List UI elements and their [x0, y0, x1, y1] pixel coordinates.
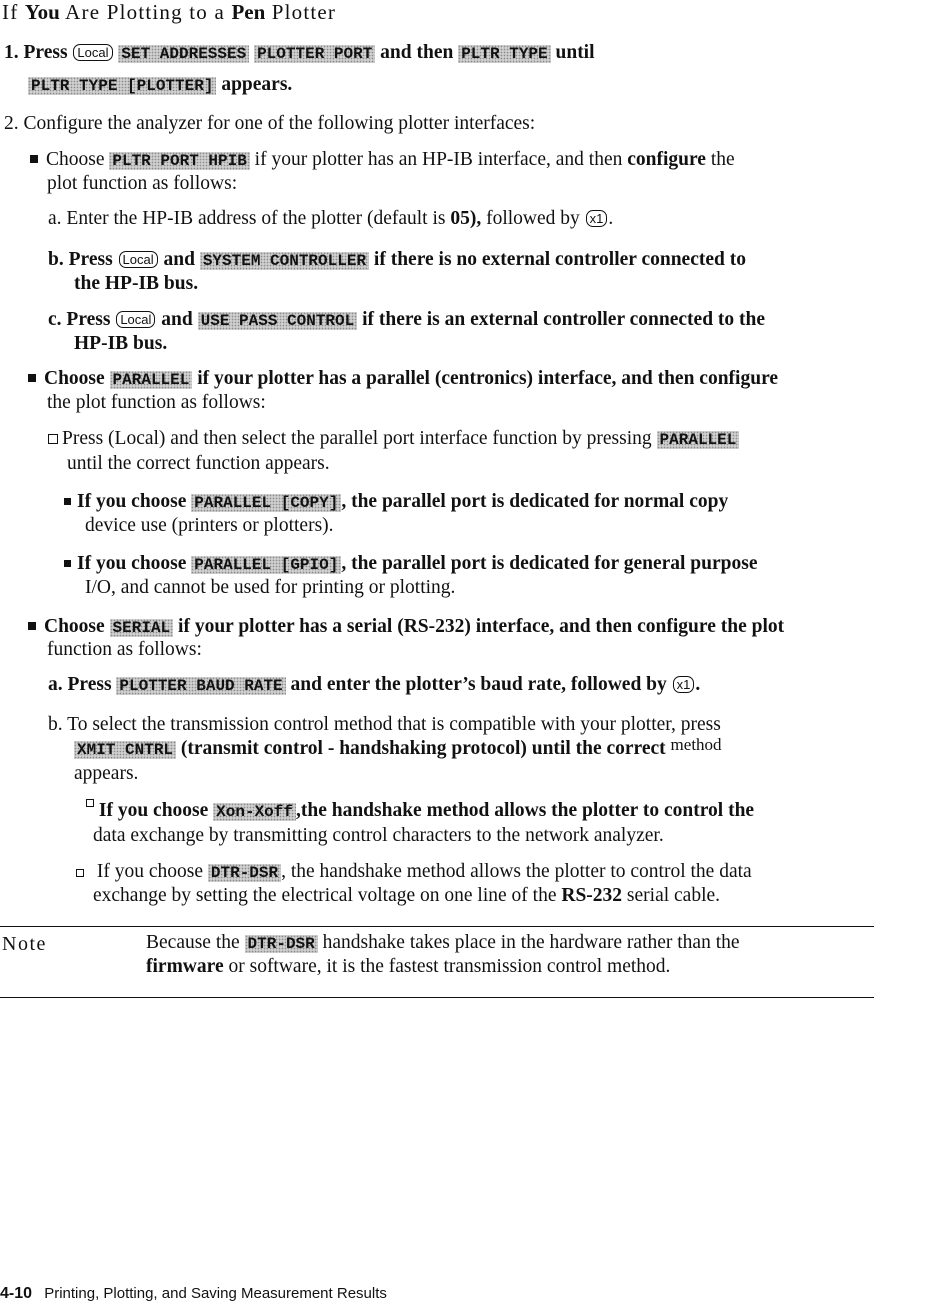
parallel-option-line-1: Choose PARALLEL if your plotter has a parallel (centronics) interface, and then configure — [28, 367, 778, 392]
pltr-port-hpib-softkey[interactable]: PLTR PORT HPIB — [109, 152, 249, 170]
bullet-icon — [28, 374, 36, 382]
parallel-gpio-line-2: I/O, and cannot be used for printing or plotting. — [85, 577, 456, 598]
note-text-line-1: Because the DTR-DSR handshake takes place in the hardware rather than the — [146, 932, 740, 953]
serial-step-b-line-1: b. To select the transmission control method that is compatible with your plotter, press — [48, 714, 721, 735]
step-1-line-1: 1. Press Local SET ADDRESSES PLOTTER PORT and then PLTR TYPE until — [4, 42, 595, 63]
xon-xoff-line-1: If you choose Xon-Xoff ,the handshake method allows the plotter to control the — [86, 799, 754, 824]
parallel-option-line-2: the plot function as follows: — [47, 392, 266, 413]
note-bottom-rule — [0, 997, 874, 998]
system-controller-softkey[interactable]: SYSTEM CONTROLLER — [200, 252, 369, 270]
parallel-softkey[interactable]: PARALLEL — [657, 431, 740, 449]
hpib-option-line-1: Choose PLTR PORT HPIB if your plotter has an HP-IB interface, and then configure the — [30, 148, 735, 173]
note-top-rule — [0, 926, 874, 927]
serial-softkey[interactable]: SERIAL — [110, 619, 174, 637]
xon-xoff-line-2: data exchange by transmitting control characters to the network analyzer. — [93, 825, 664, 846]
plotter-port-softkey[interactable]: PLOTTER PORT — [254, 45, 375, 63]
pltr-type-softkey[interactable]: PLTR TYPE — [458, 45, 550, 63]
dtr-dsr-softkey[interactable]: DTR-DSR — [208, 864, 281, 882]
bullet-icon — [30, 155, 38, 163]
hpib-step-a: a. Enter the HP-IB address of the plotter (default is 05), followed by x1 . — [48, 208, 614, 229]
local-key[interactable]: Local — [116, 311, 155, 328]
parallel-copy-line-1: If you choose PARALLEL [COPY] , the parallel port is dedicated for normal copy — [64, 490, 728, 515]
serial-option-line-1: Choose SERIAL if your plotter has a serial (RS-232) interface, and then configure the plot — [28, 615, 784, 640]
hpib-step-c-line-2: HP-IB bus. — [74, 333, 168, 354]
page-title: If You Are Plotting to a Pen Plotter — [2, 0, 337, 24]
parallel-sub-line-1: Press (Local) and then select the parallel port interface function by pressing PARALLEL — [48, 427, 739, 452]
serial-step-b-line-2: XMIT CNTRL (transmit control - handshaking protocol) until the correct method — [74, 737, 722, 762]
parallel-sub-line-2: until the correct function appears. — [67, 453, 330, 474]
note-label: Note — [2, 933, 47, 955]
step-1-line-2: PLTR TYPE [PLOTTER] appears. — [28, 73, 292, 98]
hpib-option-line-2: plot function as follows: — [47, 173, 238, 194]
hpib-step-c-line-1: c. Press Local and USE PASS CONTROL if there is an external controller connected to the — [48, 309, 766, 330]
plotter-baud-rate-softkey[interactable]: PLOTTER BAUD RATE — [116, 677, 285, 695]
hpib-step-b-line-2: the HP-IB bus. — [74, 273, 199, 294]
dtr-dsr-line-1: If you choose DTR-DSR , the handshake method allows the plotter to control the data — [76, 860, 752, 885]
serial-option-line-2: function as follows: — [47, 639, 202, 660]
parallel-copy-softkey[interactable]: PARALLEL [COPY] — [191, 494, 341, 512]
page-footer — [0, 1285, 387, 1303]
dtr-dsr-line-2: exchange by setting the electrical voltage on one line of the RS-232 serial cable. — [93, 885, 721, 906]
open-square-bullet-icon — [48, 434, 58, 444]
step-2: 2. Configure the analyzer for one of the following plotter interfaces: — [4, 113, 536, 134]
local-key[interactable]: Local — [119, 251, 158, 268]
xon-xoff-softkey[interactable]: Xon-Xoff — [213, 803, 296, 821]
pltr-type-plotter-softkey[interactable]: PLTR TYPE [PLOTTER] — [28, 77, 216, 95]
set-addresses-softkey[interactable]: SET ADDRESSES — [118, 45, 249, 63]
serial-step-b-line-3: appears. — [74, 763, 139, 784]
small-square-bullet-icon — [76, 869, 84, 877]
footer-section-title: Printing, Plotting, and Saving Measurement Results — [44, 1285, 387, 1302]
x1-key[interactable]: x1 — [673, 676, 695, 693]
dtr-dsr-softkey[interactable]: DTR-DSR — [245, 935, 318, 953]
parallel-gpio-line-1: If you choose PARALLEL [GPIO] , the parallel port is dedicated for general purpose — [64, 552, 757, 577]
bullet-icon — [64, 560, 71, 567]
use-pass-control-softkey[interactable]: USE PASS CONTROL — [198, 312, 358, 330]
parallel-softkey[interactable]: PARALLEL — [110, 371, 193, 389]
note-text-line-2: firmware or software, it is the fastest transmission control method. — [146, 956, 671, 977]
serial-step-a: a. Press PLOTTER BAUD RATE and enter the plotter’s baud rate, followed by x1 . — [48, 674, 701, 695]
bullet-icon — [28, 622, 36, 630]
hpib-step-b-line-1: b. Press Local and SYSTEM CONTROLLER if there is no external controller connected to — [48, 249, 746, 270]
local-key[interactable]: Local — [73, 44, 112, 61]
parallel-copy-line-2: device use (printers or plotters). — [85, 515, 334, 536]
parallel-gpio-softkey[interactable]: PARALLEL [GPIO] — [191, 556, 341, 574]
xmit-cntrl-softkey[interactable]: XMIT CNTRL — [74, 741, 176, 759]
bullet-icon — [64, 498, 71, 505]
small-square-bullet-icon — [86, 799, 94, 807]
page-number: 4-10 — [0, 1285, 33, 1302]
x1-key[interactable]: x1 — [586, 210, 608, 227]
